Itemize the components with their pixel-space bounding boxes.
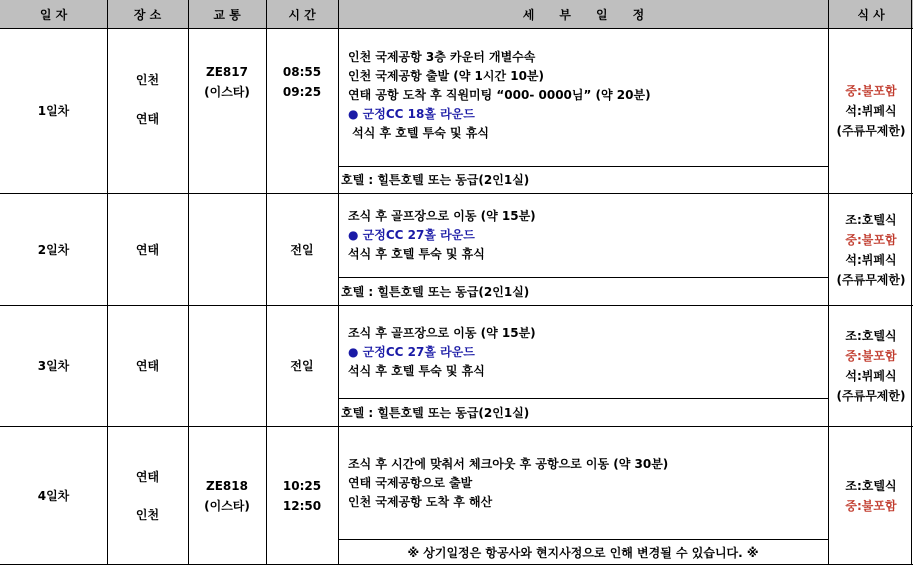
place: 인천	[135, 73, 160, 87]
detail-schedule	[348, 324, 536, 381]
row-divider	[0, 193, 913, 194]
detail-line: 석식 후 호텔 투숙 및 휴식	[348, 364, 485, 378]
column-divider	[828, 0, 829, 565]
hotel-info: 호텔 : 힐튼호텔 또는 동급(2인1실)	[341, 406, 530, 420]
meal-line: 석:뷔페식	[845, 103, 897, 118]
detail-line: 연태 공항 도착 후 직원미팅 “000- 0000님” (약 20분)	[348, 88, 651, 102]
column-divider	[911, 0, 912, 565]
flight-number: ZE818	[206, 479, 248, 493]
meal-line: (주류무제한)	[836, 123, 906, 138]
column-divider	[338, 0, 339, 565]
time: 전일	[290, 359, 314, 373]
day-label: 3일차	[37, 359, 70, 373]
airline: (이스타)	[204, 85, 250, 99]
detail-line: 인천 국제공항 3층 카운터 개별수속	[348, 50, 536, 64]
meal-info	[829, 194, 913, 305]
detail-line: 인천 국제공항 도착 후 해산	[348, 495, 493, 509]
meal-info	[829, 306, 913, 426]
meal-line: 중:불포함	[845, 232, 897, 247]
hotel-divider	[338, 277, 828, 278]
day-label: 1일차	[37, 103, 70, 118]
flight-number: ZE817	[206, 65, 248, 79]
place: 연태	[135, 470, 160, 484]
meal-line: 중:불포함	[845, 83, 897, 98]
column-divider	[266, 0, 267, 565]
day-label: 2일차	[37, 242, 70, 257]
hotel-info: 호텔 : 힐튼호텔 또는 동급(2인1실)	[341, 285, 530, 299]
hotel-divider	[338, 398, 828, 399]
header-time: 시 간	[266, 0, 338, 28]
meal-line: (주류무제한)	[836, 272, 906, 287]
detail-line: 석식 후 호텔 투숙 및 휴식	[348, 126, 489, 140]
golf-round-line: ● 군정CC 27홀 라운드	[348, 345, 475, 359]
detail-line: 조식 후 골프장으로 이동 (약 15분)	[348, 209, 536, 223]
place: 인천	[135, 508, 160, 522]
header-day: 일 자	[0, 0, 107, 28]
row-divider	[0, 28, 913, 29]
time: 08:55	[282, 65, 322, 79]
header-place: 장 소	[107, 0, 188, 28]
meal-info	[829, 427, 913, 565]
row-divider	[0, 426, 913, 427]
detail-schedule	[348, 455, 668, 512]
day-label: 4일차	[37, 489, 70, 503]
header-transport: 교 통	[188, 0, 266, 28]
meal-info	[829, 28, 913, 193]
meal-line: (주류무제한)	[836, 389, 906, 403]
meal-line: 조:호텔식	[845, 212, 897, 227]
meal-line: 조:호텔식	[845, 479, 897, 493]
header-detail: 세 부 일 정	[338, 0, 829, 28]
note-divider	[338, 539, 828, 540]
detail-line: 조식 후 골프장으로 이동 (약 15분)	[348, 326, 536, 340]
hotel-info: 호텔 : 힐튼호텔 또는 동급(2인1실)	[341, 173, 530, 187]
detail-line: 조식 후 시간에 맞춰서 체크아웃 후 공항으로 이동 (약 30분)	[348, 457, 669, 471]
golf-round-line: ● 군정CC 18홀 라운드	[348, 107, 475, 121]
time: 전일	[290, 242, 314, 257]
time: 10:25	[282, 479, 322, 493]
meal-line: 중:불포함	[845, 499, 897, 513]
time: 12:50	[282, 499, 322, 513]
place: 연태	[135, 359, 160, 373]
row-divider	[0, 305, 913, 306]
header-meal: 식 사	[829, 0, 913, 28]
detail-schedule	[348, 207, 536, 264]
detail-line: 인천 국제공항 출발 (약 1시간 10분)	[348, 69, 545, 83]
meal-line: 석:뷔페식	[845, 252, 897, 267]
meal-line: 석:뷔페식	[845, 369, 897, 383]
column-divider	[188, 0, 189, 565]
hotel-divider	[338, 166, 828, 167]
meal-line: 중:불포함	[845, 349, 897, 363]
meal-line: 조:호텔식	[845, 329, 897, 343]
schedule-change-note: ※ 상기일정은 항공사와 현지사정으로 인해 변경될 수 있습니다. ※	[407, 545, 759, 560]
time: 09:25	[282, 85, 322, 99]
column-divider	[107, 0, 108, 565]
detail-line: 연태 국제공항으로 출발	[348, 476, 473, 490]
place: 연태	[135, 112, 160, 126]
detail-schedule	[348, 48, 651, 143]
place: 연태	[135, 242, 160, 257]
airline: (이스타)	[204, 499, 250, 513]
golf-round-line: ● 군정CC 27홀 라운드	[348, 228, 475, 242]
detail-line: 석식 후 호텔 투숙 및 휴식	[348, 247, 485, 261]
